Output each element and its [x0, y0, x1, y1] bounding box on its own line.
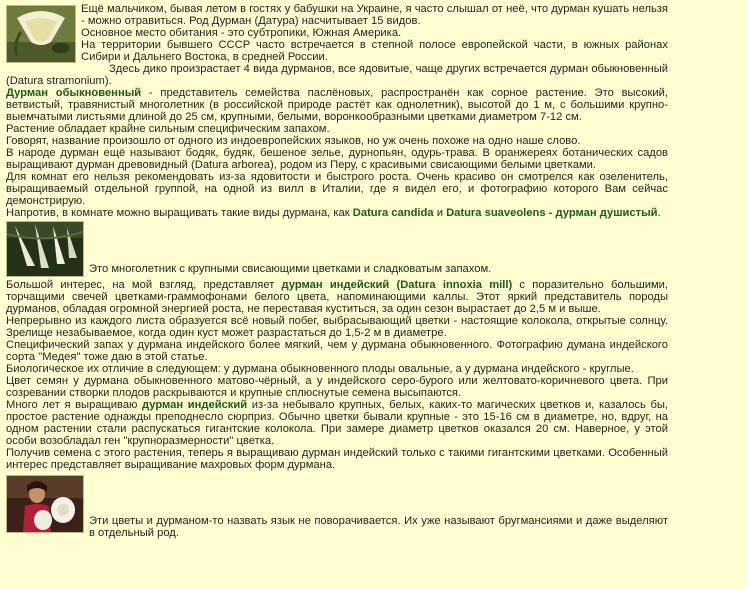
indian-datura-term: дурман индейский (Datura innoxia mill) — [281, 279, 513, 291]
indian-datura-pre: Большой интерес, на мой взгляд, представляет — [6, 279, 282, 291]
hanging-flowers-photo[interactable] — [6, 221, 84, 277]
indian-datura-paragraph — [6, 279, 668, 315]
dash-text: - — [545, 207, 556, 219]
fragrant-datura-term: дурман душистый — [555, 207, 658, 219]
shoots-paragraph: Непрерывно из каждого листа образуется всё новый побег, выбрасывающий цветки - настоящие колокола, открытые солнцу. Зрелище незабываемое, когда один куст может разрастаться до 1,5-2 м в диаметре. — [6, 315, 668, 339]
article — [6, 3, 668, 539]
and-text: и — [433, 207, 447, 219]
indian-smell-paragraph: Специфический запах у дурмана индейского более мягкий, чем у дурмана обыкновенного. Фотографию думана индейского сорта "Медея" тоже даю в этой статье. — [6, 339, 668, 363]
years-pre: Много лет я выращиваю — [6, 399, 143, 411]
datura-suaveolens-term: Datura suaveolens — [446, 207, 546, 219]
bio-diff-paragraph: Биологическое их отличие в следующем: у дурмана обыкновенного плоды овальные, а у дурмана индейского - круглые. — [6, 363, 634, 375]
intro-paragraph-2: Основное место обитания - это субтропики, Южная Америка. — [81, 27, 402, 39]
indoor-paragraph: Для комнат его нельзя рекомендовать из-за ядовитости и быстрого роста. Очень красиво он смотрелся как озеленитель, выращиваемый отдельной группой, на одной из вилл в Италии, где я видел его, и фотографию которого Вам сейчас демонстрирую. — [6, 171, 668, 207]
photo2-caption: Это многолетник с крупными свисающими цветками и сладковатым запахом. — [89, 263, 492, 275]
photo3-caption: Эти цветы и дурманом-то назвать язык не поворачивается. Их уже называют бругмансиями и даже выделяют в отдельный род. — [89, 515, 668, 539]
indian-datura-text: с поразительно большими, торчащими свечей цветками-граммофонами белого цвета, напоминающими каллы. Этот яркий представитель породы дурманов, обладая огромной энергией роста, не переставая куститься, за один сезон вырастает до 2,5 м и выше. — [6, 279, 668, 315]
datura-white-flower-photo[interactable] — [6, 5, 76, 63]
intro-paragraph-1: Ещё мальчиком, бывая летом в гостях у бабушки на Украине, я часто слышал от неё, что дурман кушать нельзя - можно отравиться. Род Дурман (Датура) насчитывает 15 видов. — [81, 3, 668, 27]
years-paragraph — [6, 399, 668, 447]
common-datura-term: Дурман обыкновенный — [6, 87, 142, 99]
name-origin-paragraph: Говорят, название произошло от одного из индоевропейских языков, но уж очень похоже на одно наше слово. — [6, 135, 581, 147]
years-text: из-за небывало крупных, белых, каких-то магических цветков и, казалось бы, простое растение однажды преподнесло сюрприз. Обычно цветки бывали крупные - это 15-16 см в диаметре, но, вдруг, на одном растении стали распускаться гигантские колокола. При замере диаметр цветков оказался 20 см. Наверное, у этой особи возобладал ген "крупноразмерности" цветка. — [6, 399, 668, 447]
intro-paragraph-4: Здесь дико произрастает 4 вида дурманов, все ядовитые, чаще других встречается дурман обыкновенный (Datura stramonium). — [6, 63, 668, 87]
seeds-paragraph: Цвет семян у дурмана обыкновенного матово-чёрный, а у индейского серо-бурого или желтовато-коричневого цвета. При созревании створки плодов раскрываются и крупные сплюснутые семена высыпаются. — [6, 375, 668, 399]
folk-names-paragraph: В народе дурман ещё называют бодяк, будяк, бешеное зелье, дурнопьян, одурь-трава. В оранжереях ботанических садов выращивают дурман древовидный (Datura arborea), родом из Перу, с красивыми свисающими белыми цветками. — [6, 147, 668, 171]
seeds2-paragraph: Получив семена с этого растения, теперь я выращиваю дурман индейский только с такими гигантскими цветками. Особенный интерес представляет выращивание махровых форм дурмана. — [6, 447, 668, 471]
datura-candida-term: Datura candida — [352, 207, 434, 219]
period-text: . — [657, 207, 661, 219]
years-term: дурман индейский — [142, 399, 248, 411]
common-datura-text: - представитель семейства паслёновых, распространён как сорное растение. Это высокий, ветвистый, травянистый многолетник (в российской природе растёт как однолетник), высотой до 1 м, с большими крупно-выемчатыми листьями длиной до 25 см, крупными, белыми, воронкообразными цветками диаметром 7-12 см. — [6, 87, 668, 123]
indoor-species-paragraph — [6, 207, 668, 219]
intro-paragraph-3: На территории бывшего СССР часто встречается в степной полосе европейской части, в южных районах Сибири и Дальнего Востока, в средней России. — [81, 39, 668, 63]
woman-with-flowers-photo[interactable] — [6, 475, 84, 533]
indoor-species-text: Напротив, в комнате можно выращивать такие виды дурмана, как — [6, 207, 353, 219]
common-datura-paragraph — [6, 87, 668, 123]
smell-paragraph: Растение обладает крайне сильным специфическим запахом. — [6, 123, 330, 135]
